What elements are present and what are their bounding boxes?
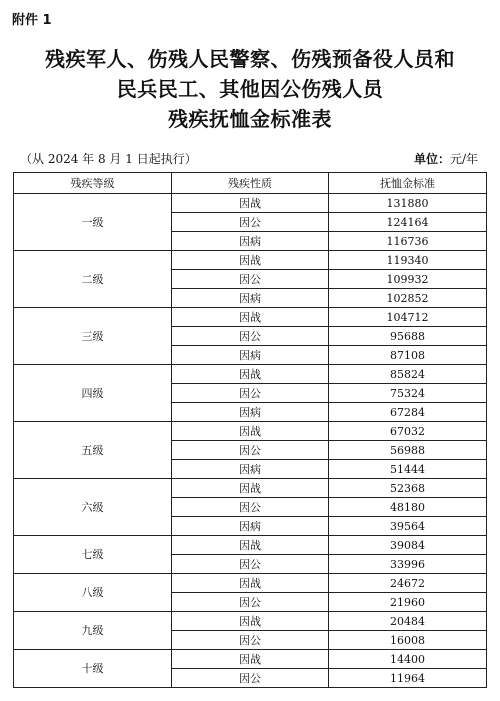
unit-label: 单位：	[413, 152, 450, 166]
grade-cell: 一级	[14, 194, 172, 251]
table-row	[14, 536, 487, 555]
table-row	[14, 422, 487, 441]
grade-cell: 三级	[14, 308, 172, 365]
nature-cell: 因病	[172, 517, 329, 536]
standard-cell: 21960	[329, 593, 487, 612]
nature-cell: 因病	[172, 346, 329, 365]
title-line-2: 民兵民工、其他因公伤残人员	[116, 77, 384, 101]
unit-note	[414, 151, 478, 167]
nature-cell: 因战	[172, 612, 329, 631]
standard-cell: 104712	[329, 308, 487, 327]
nature-cell: 因病	[172, 403, 329, 422]
nature-cell: 因战	[172, 479, 329, 498]
title-line-1: 残疾军人、伤残人民警察、伤残预备役人员和	[45, 47, 455, 71]
standard-cell: 24672	[329, 574, 487, 593]
pension-standard-table	[13, 172, 487, 688]
nature-cell: 因战	[172, 422, 329, 441]
nature-cell: 因公	[172, 441, 329, 460]
effective-date: （从 2024 年 8 月 1 日起执行）	[20, 152, 197, 166]
nature-cell: 因公	[172, 498, 329, 517]
title-line-3: 残疾抚恤金标准表	[168, 107, 332, 131]
standard-cell: 131880	[329, 194, 487, 213]
standard-cell: 51444	[329, 460, 487, 479]
table-row	[14, 251, 487, 270]
grade-cell: 五级	[14, 422, 172, 479]
nature-cell: 因公	[172, 270, 329, 289]
standard-cell: 109932	[329, 270, 487, 289]
header-nature: 残疾性质	[172, 173, 329, 194]
nature-cell: 因公	[172, 631, 329, 650]
nature-cell: 因公	[172, 384, 329, 403]
standard-cell: 33996	[329, 555, 487, 574]
standard-cell: 124164	[329, 213, 487, 232]
grade-cell: 四级	[14, 365, 172, 422]
nature-cell: 因病	[172, 232, 329, 251]
nature-cell: 因公	[172, 593, 329, 612]
standard-cell: 14400	[329, 650, 487, 669]
standard-cell: 87108	[329, 346, 487, 365]
nature-cell: 因病	[172, 289, 329, 308]
standard-cell: 75324	[329, 384, 487, 403]
standard-cell: 67032	[329, 422, 487, 441]
standard-cell: 95688	[329, 327, 487, 346]
nature-cell: 因战	[172, 308, 329, 327]
nature-cell: 因战	[172, 251, 329, 270]
standard-cell: 56988	[329, 441, 487, 460]
attachment-label: 附件 1	[12, 13, 52, 28]
table-header-row	[14, 173, 487, 194]
document-title	[0, 44, 500, 134]
table-row	[14, 612, 487, 631]
unit-value: 元/年	[449, 152, 478, 166]
nature-cell: 因公	[172, 555, 329, 574]
nature-cell: 因战	[172, 650, 329, 669]
nature-cell: 因战	[172, 194, 329, 213]
nature-cell: 因公	[172, 327, 329, 346]
standard-cell: 16008	[329, 631, 487, 650]
grade-cell: 十级	[14, 650, 172, 688]
grade-cell: 七级	[14, 536, 172, 574]
standard-cell: 116736	[329, 232, 487, 251]
standard-cell: 102852	[329, 289, 487, 308]
table-row	[14, 574, 487, 593]
nature-cell: 因公	[172, 669, 329, 688]
grade-cell: 二级	[14, 251, 172, 308]
table-row	[14, 194, 487, 213]
standard-cell: 48180	[329, 498, 487, 517]
nature-cell: 因战	[172, 574, 329, 593]
subtitle-row	[20, 151, 478, 167]
standard-cell: 20484	[329, 612, 487, 631]
table-body	[14, 194, 487, 688]
standard-cell: 119340	[329, 251, 487, 270]
standard-cell: 85824	[329, 365, 487, 384]
nature-cell: 因公	[172, 213, 329, 232]
table-row	[14, 650, 487, 669]
nature-cell: 因战	[172, 365, 329, 384]
standard-cell: 39084	[329, 536, 487, 555]
grade-cell: 九级	[14, 612, 172, 650]
grade-cell: 六级	[14, 479, 172, 536]
table-row	[14, 308, 487, 327]
standard-cell: 67284	[329, 403, 487, 422]
standard-cell: 11964	[329, 669, 487, 688]
standard-cell: 39564	[329, 517, 487, 536]
table-row	[14, 479, 487, 498]
nature-cell: 因病	[172, 460, 329, 479]
grade-cell: 八级	[14, 574, 172, 612]
header-grade: 残疾等级	[14, 173, 172, 194]
nature-cell: 因战	[172, 536, 329, 555]
header-standard: 抚恤金标准	[329, 173, 487, 194]
standard-cell: 52368	[329, 479, 487, 498]
table-row	[14, 365, 487, 384]
